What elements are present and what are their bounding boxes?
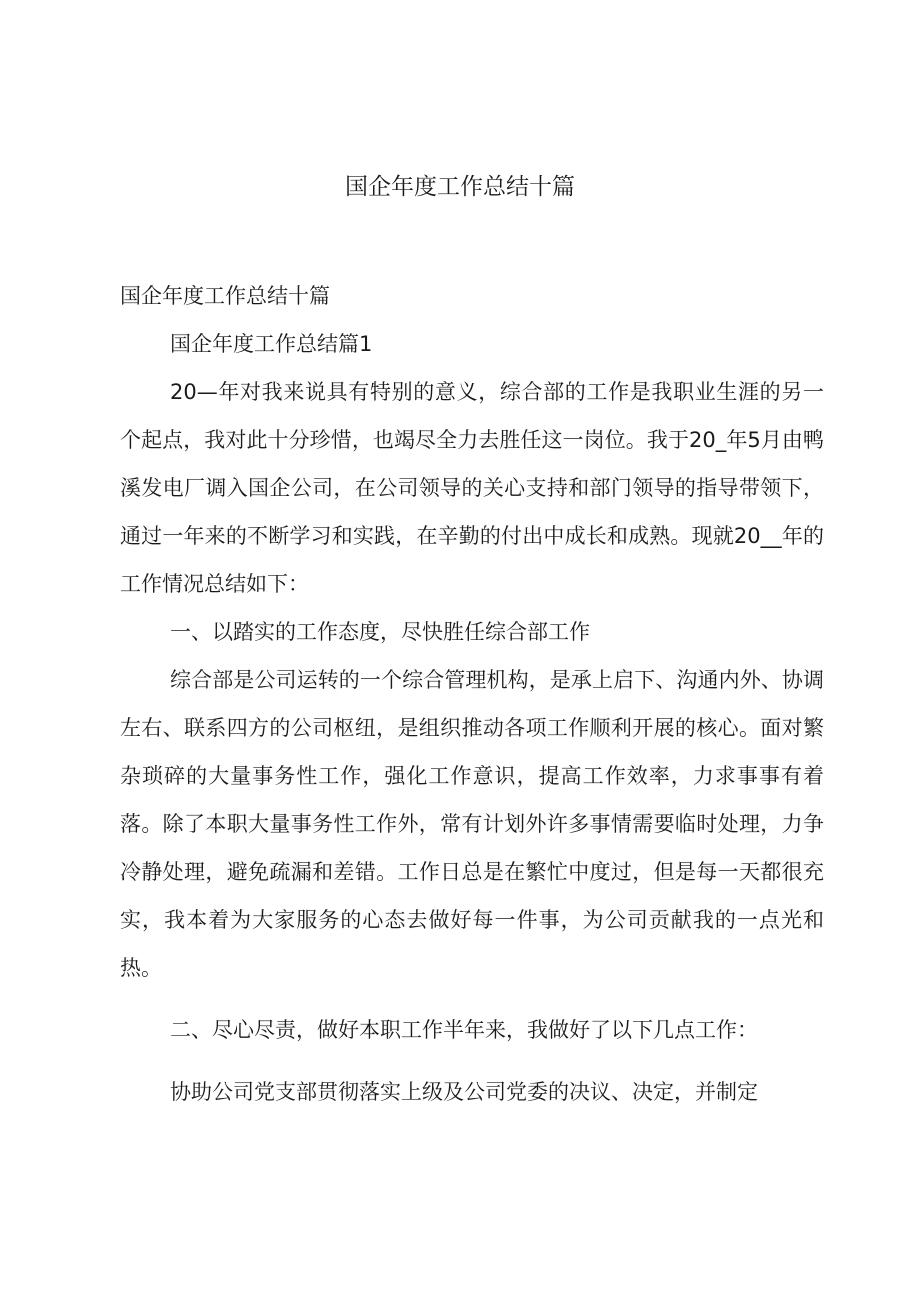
paragraph-subheading-1: 一、以踏实的工作态度，尽快胜任综合部工作 <box>170 620 590 644</box>
paragraph-heading: 国企年度工作总结十篇 <box>120 284 330 308</box>
paragraph-intro: 20—年对我来说具有特别的意义，综合部的工作是我职业生涯的另一个起点，我对此十分珍惜，也竭尽全力去胜任这一岗位。我于20_年5月由鸭溪发电厂调入国企公司，在公司领导的关心支持和部门领导的指导带领下，通过一年来的不断学习和实践，在辛勤的付出中成长和成熟。现就20__年的工作情况总结如下： <box>120 380 824 596</box>
paragraph-section-title: 国企年度工作总结篇1 <box>170 332 373 356</box>
document-body <box>120 272 824 1116</box>
paragraph-subheading-2: 二、尽心尽责，做好本职工作半年来，我做好了以下几点工作： <box>170 1018 758 1042</box>
paragraph-body-2: 协助公司党支部贯彻落实上级及公司党委的决议、决定，并制定 <box>170 1080 758 1104</box>
document-title: 国企年度工作总结十篇 <box>345 174 575 200</box>
paragraph-body-1: 综合部是公司运转的一个综合管理机构，是承上启下、沟通内外、协调左右、联系四方的公司枢纽，是组织推动各项工作顺利开展的核心。面对繁杂琐碎的大量事务性工作，强化工作意识，提高工作效率，力求事事有着落。除了本职大量事务性工作外，常有计划外许多事情需要临时处理，力争冷静处理，避免疏漏和差错。工作日总是在繁忙中度过，但是每一天都很充实，我本着为大家服务的心态去做好每一件事，为公司贡献我的一点光和热。 <box>120 668 824 980</box>
